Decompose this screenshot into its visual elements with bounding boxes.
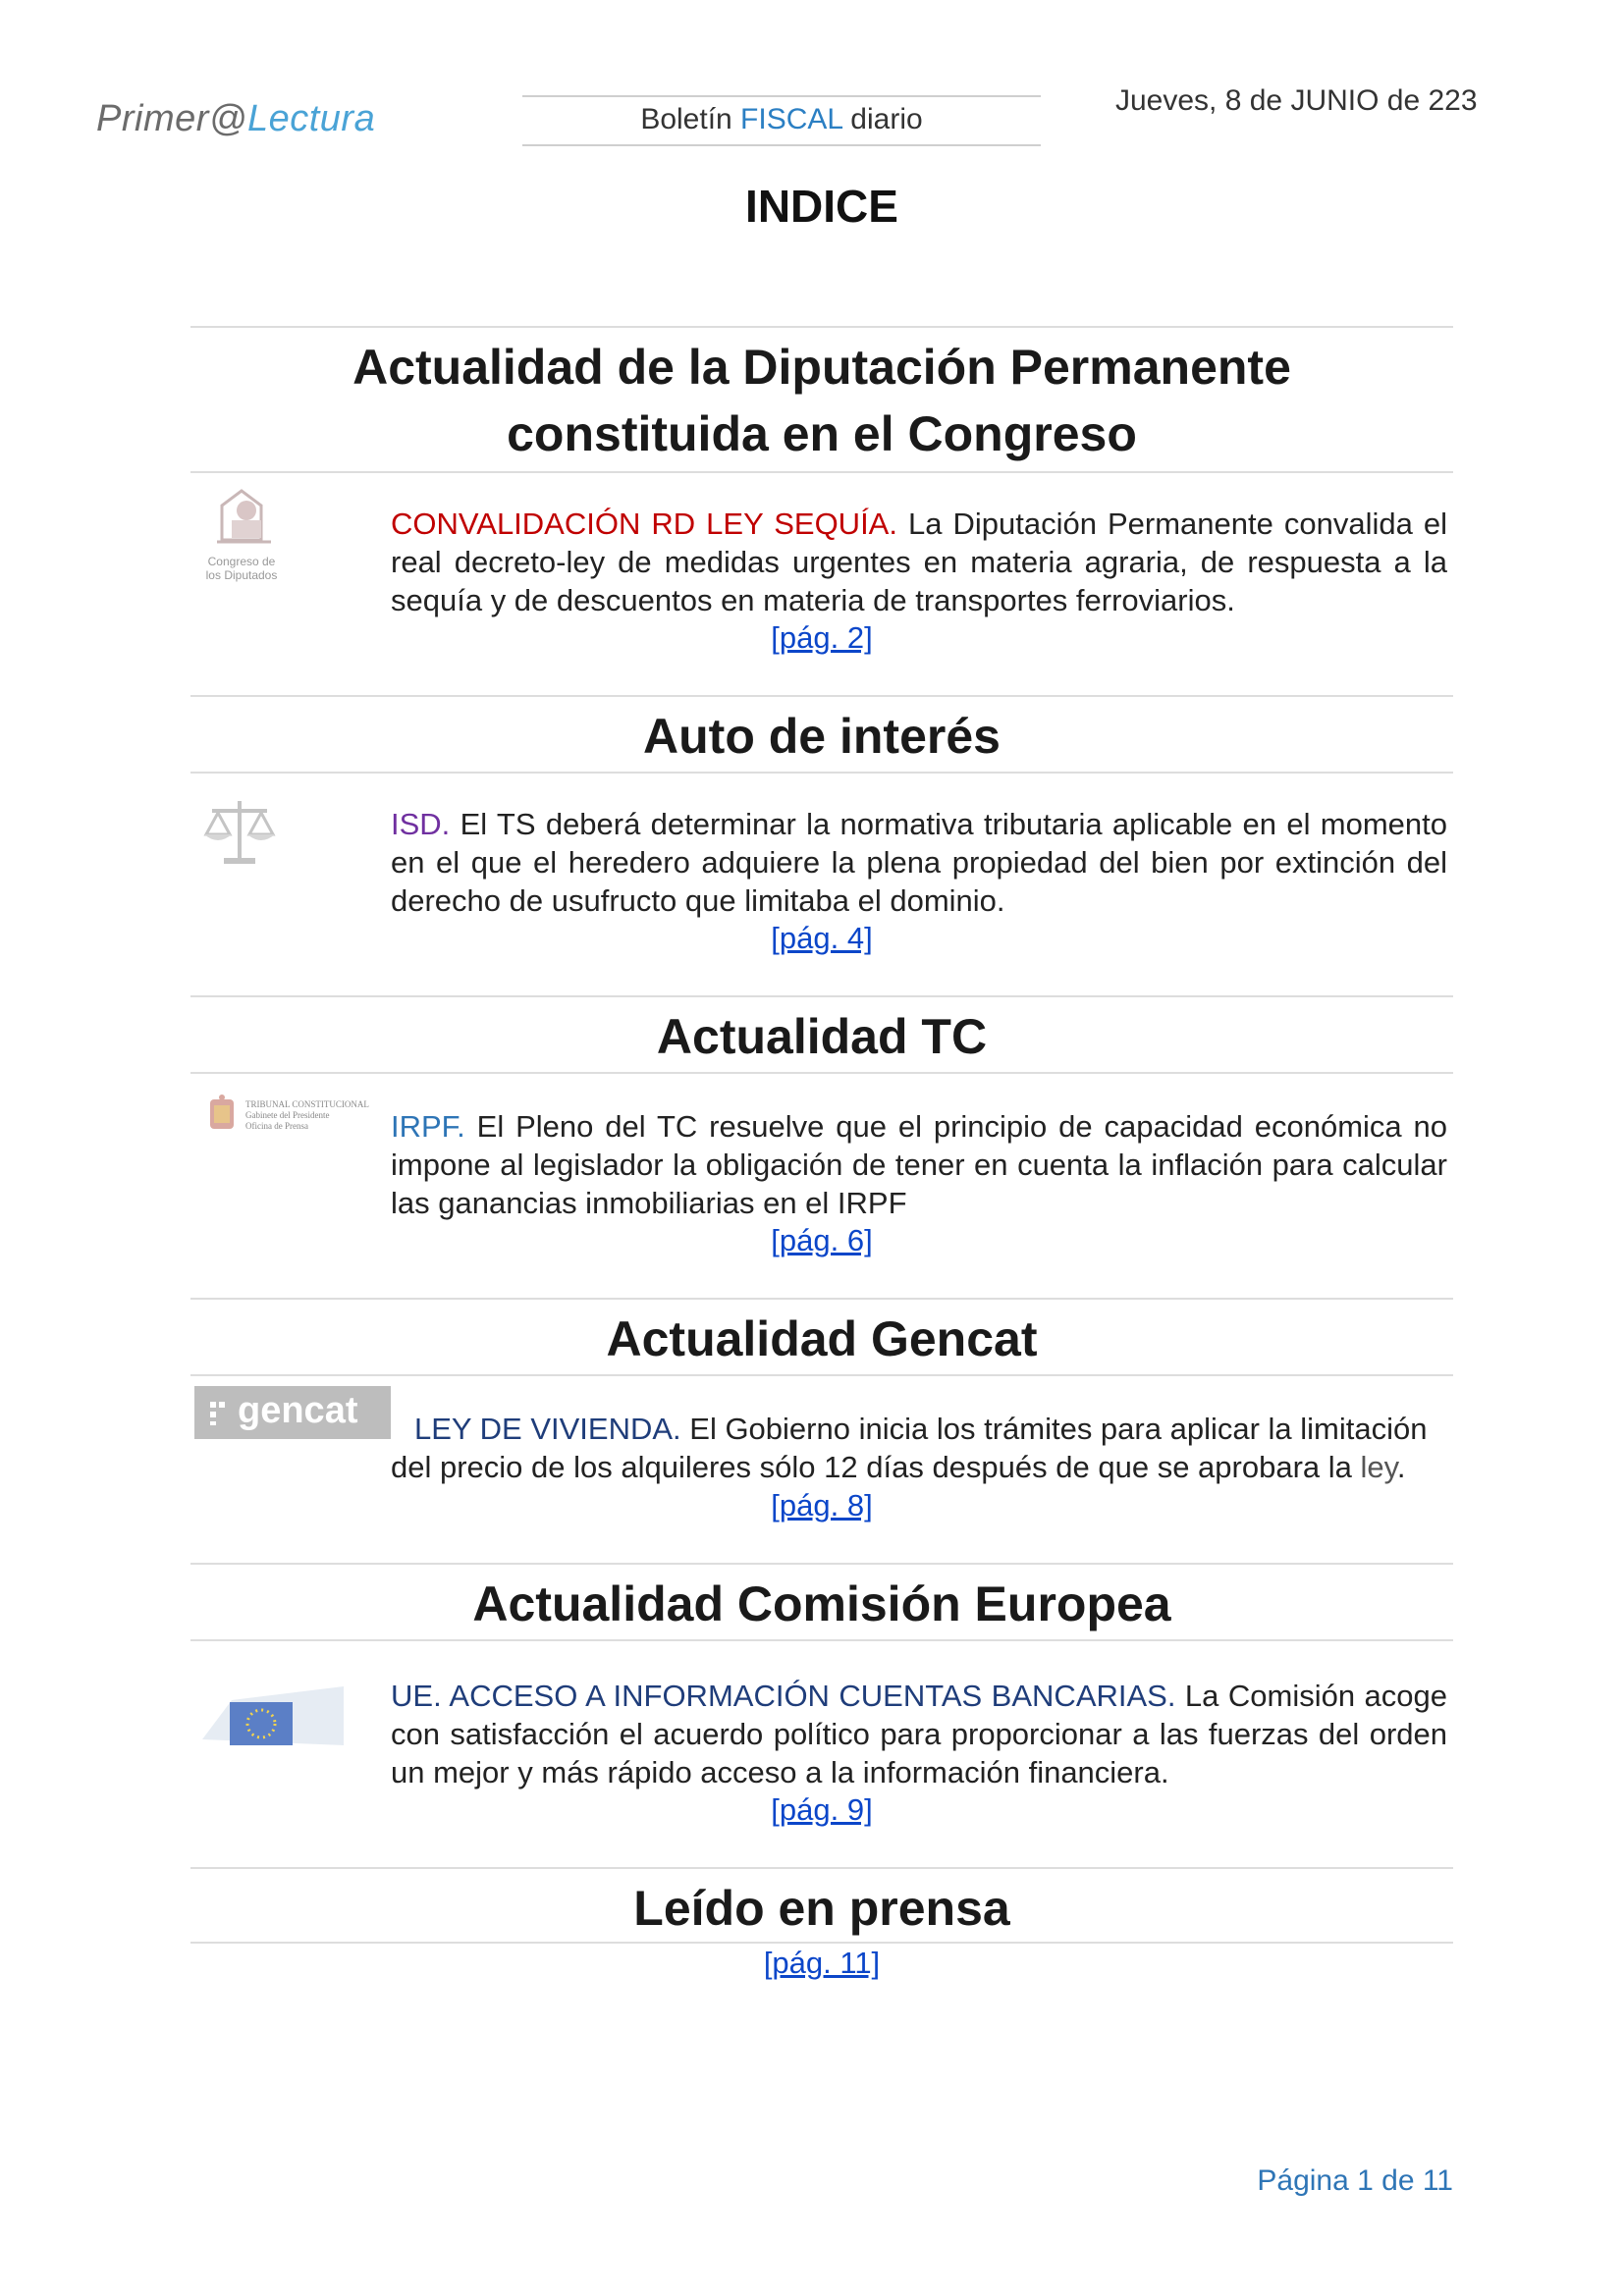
- divider: [190, 326, 1453, 328]
- page-link-11[interactable]: [pág. 11]: [763, 1946, 881, 1980]
- section-title-line: constituida en el Congreso: [507, 406, 1137, 461]
- entry-tag: CONVALIDACIÓN RD LEY SEQUÍA.: [391, 507, 897, 541]
- section-title-prensa: Leído en prensa: [633, 1881, 1010, 1936]
- brand-logo: [96, 98, 375, 140]
- entry-tag: ISD.: [391, 807, 451, 841]
- divider: [190, 1867, 1453, 1869]
- entry-text: La Diputación Permanente convalida el real decreto-ley de medidas urgentes en materia agraria, de respuesta a la sequía y de descuentos en materia de transportes ferroviarios.: [391, 507, 1447, 617]
- entry-text: El Pleno del TC resuelve que el principio de capacidad económica no impone al legislador la obligación de tener en cuenta la inflación para calcular las ganancias inmobiliarias en el IRPF: [391, 1109, 1447, 1220]
- divider: [190, 1563, 1453, 1565]
- page-link-2[interactable]: [pág. 2]: [771, 620, 873, 655]
- brand-primer: Primer@: [96, 98, 247, 139]
- page-link-9[interactable]: [pág. 9]: [771, 1792, 873, 1827]
- eu-commission-logo-icon: [202, 1681, 344, 1751]
- gencat-logo-icon: [194, 1386, 391, 1439]
- bulletin-pre: Boletín: [640, 103, 741, 135]
- section-title-diputacion: [190, 334, 1453, 467]
- tribunal-constitucional-logo-icon: [202, 1094, 369, 1139]
- section-title-gencat: Actualidad Gencat: [606, 1311, 1038, 1366]
- page-link-4[interactable]: [pág. 4]: [771, 921, 873, 955]
- entry-isd: [391, 805, 1447, 920]
- page-title: INDICE: [745, 181, 898, 232]
- entry-tag: LEY DE VIVIENDA.: [414, 1412, 681, 1446]
- section-title-line: Actualidad de la Diputación Permanente: [352, 340, 1291, 395]
- icon-caption: Gabinete del Presidente: [245, 1110, 330, 1120]
- page-link-6[interactable]: [pág. 6]: [771, 1223, 873, 1257]
- icon-caption: TRIBUNAL CONSTITUCIONAL: [245, 1099, 369, 1109]
- icon-caption: Congreso de: [207, 555, 276, 568]
- entry-ley-vivienda: [391, 1410, 1447, 1486]
- page-link-8[interactable]: [pág. 8]: [771, 1488, 873, 1522]
- scales-icon: [202, 795, 277, 870]
- divider: [190, 1639, 1453, 1641]
- entry-text: El TS deberá determinar la normativa tributaria aplicable en el momento en el que el heredero adquiere la plena propiedad del bien por extinción del derecho de usufructo que limitaba el dominio.: [391, 807, 1447, 918]
- entry-inline-link[interactable]: ley: [1360, 1450, 1397, 1484]
- congreso-logo-icon: [202, 481, 291, 589]
- page-number: Página 1 de 11: [1257, 2164, 1453, 2197]
- bulletin-fiscal: FISCAL: [740, 103, 842, 135]
- divider: [190, 695, 1453, 697]
- bulletin-title: [522, 95, 1041, 146]
- divider: [190, 1942, 1453, 1944]
- section-title-auto: Auto de interés: [643, 709, 1001, 764]
- entry-convalidacion: [391, 505, 1447, 619]
- divider: [190, 1374, 1453, 1376]
- entry-tag: IRPF.: [391, 1109, 465, 1144]
- entry-ue-cuentas: [391, 1677, 1447, 1791]
- divider: [190, 1298, 1453, 1300]
- icon-caption: Oficina de Prensa: [245, 1121, 308, 1131]
- icon-caption: los Diputados: [205, 568, 278, 582]
- entry-text: La Comisión acoge con satisfacción el acuerdo político para proporcionar a las fuerzas del orden un mejor y más rápido acceso a la información financiera.: [391, 1679, 1447, 1789]
- entry-irpf: [391, 1107, 1447, 1222]
- icon-caption: gencat: [238, 1390, 358, 1431]
- bulletin-post: diario: [841, 103, 923, 135]
- entry-text: .: [1396, 1450, 1406, 1484]
- divider: [190, 995, 1453, 997]
- entry-text: El Gobierno inicia los trámites para aplicar la limitación: [680, 1412, 1428, 1446]
- divider: [190, 1072, 1453, 1074]
- section-title-tc: Actualidad TC: [656, 1009, 988, 1064]
- divider: [190, 772, 1453, 774]
- section-title-comision: Actualidad Comisión Europea: [472, 1576, 1171, 1631]
- divider: [190, 471, 1453, 473]
- brand-lectura: Lectura: [246, 98, 376, 139]
- entry-text: del precio de los alquileres sólo 12 días después de que se aprobara la: [391, 1450, 1361, 1484]
- issue-date: Jueves, 8 de JUNIO de 223: [1115, 84, 1478, 117]
- entry-tag: UE. ACCESO A INFORMACIÓN CUENTAS BANCARIAS.: [391, 1679, 1176, 1713]
